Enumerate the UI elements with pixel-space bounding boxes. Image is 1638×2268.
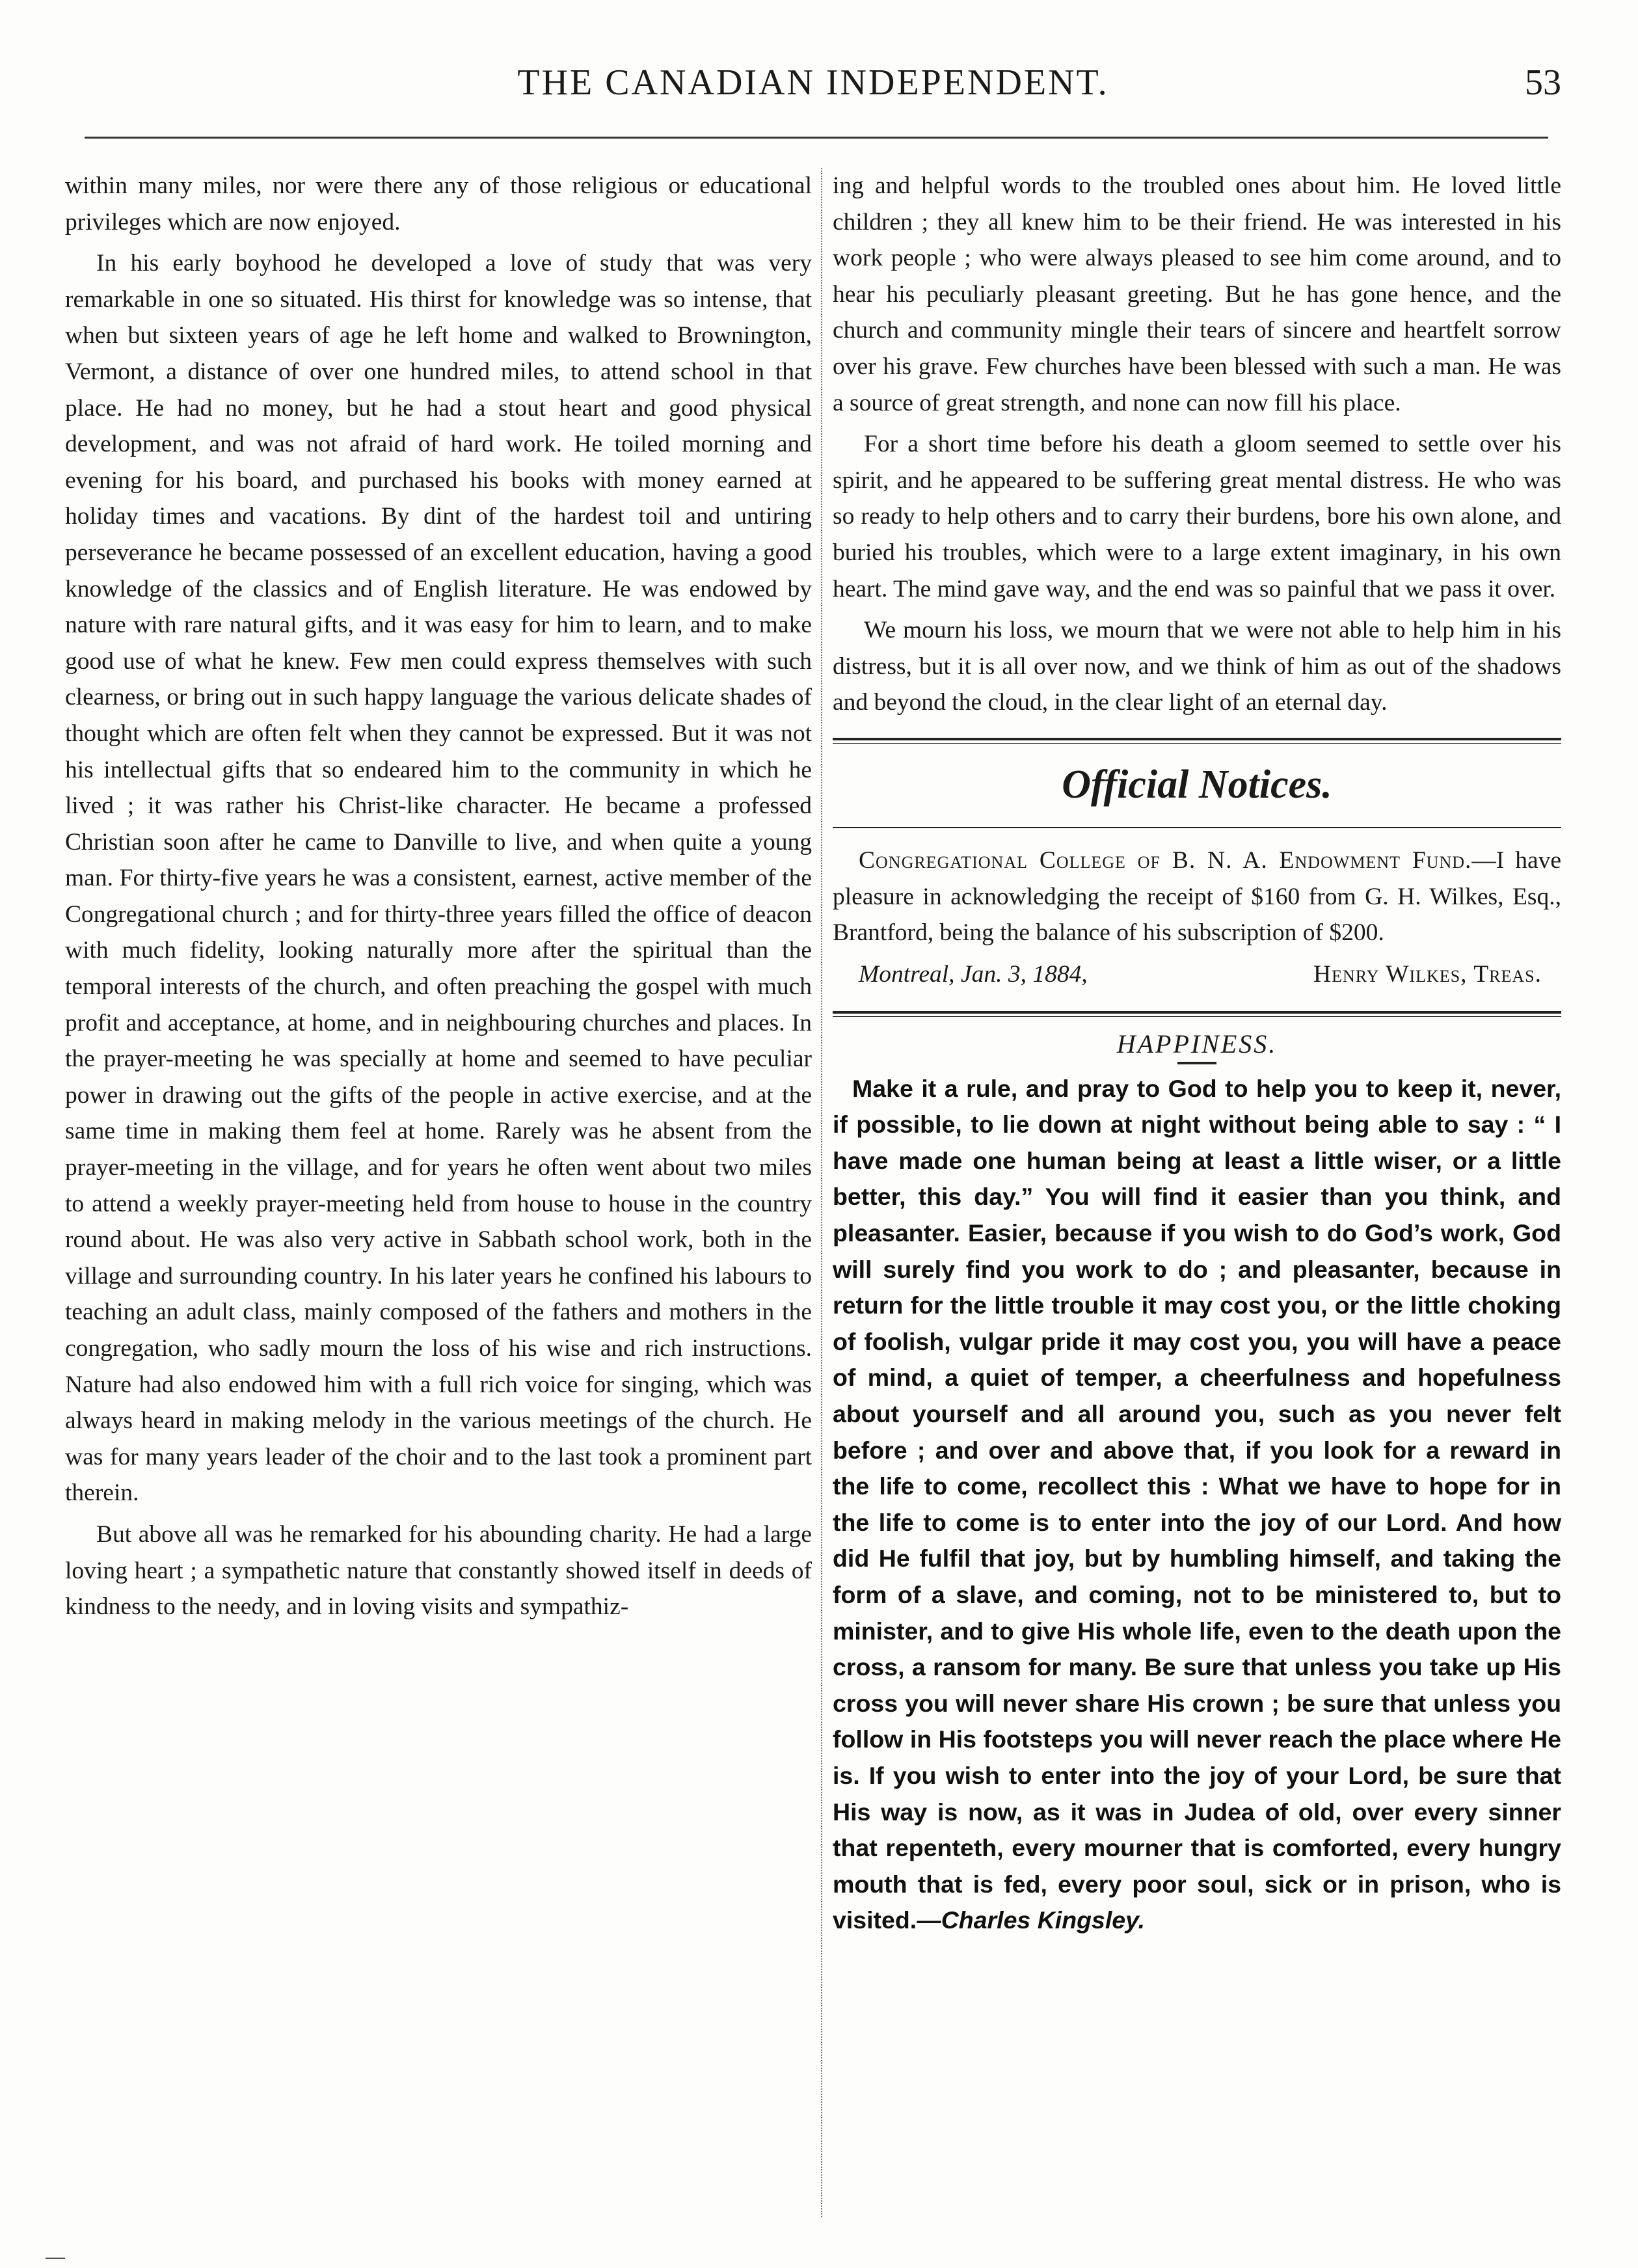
happiness-author: —Charles Kingsley. <box>917 1906 1146 1934</box>
title-ornament <box>1177 1062 1216 1064</box>
page-mark <box>46 2258 65 2259</box>
notice-body <box>833 843 1561 951</box>
paragraph: But above all was he remarked for his abounding charity. He had a large loving heart ; a sympathetic nature that constantly showed itself in deeds of kindness to the needy, and in loving visits and sympathiz- <box>65 1520 812 1621</box>
paragraph: For a short time before his death a gloom seemed to settle over his spirit, and he appeared to be suffering great mental distress. He who was so ready to help others and to carry their burdens, bore his own alone, and buried his troubles, which were to a large extent imaginary, in his own heart. The mind gave way, and the end was so painful that we pass it over. <box>833 431 1561 602</box>
paragraph: within many miles, nor were there any of those religious or educational privileges which are now enjoyed. <box>65 172 812 236</box>
paragraph: ing and helpful words to the troubled ones about him. He loved little children ; they all knew him to be their friend. He was interested in his work people ; who were always pleased to see him come around, and to hear his peculiarly pleasant greeting. But he has gone hence, and the church and community mingle their tears of sincere and heartfelt sorrow over his grave. Few churches have been blessed with such a man. He was a source of great strength, and none can now fill his place. <box>833 172 1561 416</box>
happiness-text: Make it a rule, and pray to God to help you to keep it, never, if possible, to lie down at night without being able to say : “ I have made one human being at least a little wiser, or a little better, this day.” You will find it easier than you think, and pleasanter. Easier, because if you wish to do God’s work, God will surely find you work to do ; and pleasanter, because in return for the little trouble it may cost you, or the little choking of foolish, vulgar pride it may cost you, you will have a peace of mind, a quiet of temper, a cheerfulness and hopefulness about yourself and all around you, such as you never felt before ; and over and above that, if you look for a reward in the life to come, recollect this : What we have to hope for in the life to come is to enter into the joy of our Lord. And how did He fulfil that joy, but by humbling himself, and taking the form of a slave, and coming, not to be ministered to, but to minister, and to give His whole life, even to the death upon the cross, a ransom for many. Be sure that unless you take up His cross you will never share His crown ; be sure that unless you follow in His footsteps you will never reach the place where He is. If you wish to enter into the joy of your Lord, be sure that His way is now, as it was in Judea of old, over every sinner that repenteth, every mourner that is comforted, every hungry mouth that is fed, every poor soul, sick or in prison, who is visited. <box>833 1074 1561 1934</box>
happiness-body <box>833 1071 1561 1939</box>
notice-text: —I have pleasure in acknowledging the receipt of $160 from G. H. Wilkes, Esq., Brantford, being the balance of his subscription of $200. <box>833 846 1561 947</box>
journal-title: THE CANADIAN INDEPENDENT. <box>517 62 1109 103</box>
section-rule <box>833 827 1561 828</box>
header-rule <box>85 137 1548 139</box>
official-notices-title: Official Notices. <box>1062 762 1332 807</box>
notice-heading: Congregational College of B. N. A. Endowment Fund. <box>859 846 1472 874</box>
section-rule <box>833 738 1561 744</box>
happiness-title: HAPPINESS. <box>1116 1029 1278 1059</box>
column-divider <box>821 168 822 2217</box>
left-column <box>65 168 812 2217</box>
notice-place-date: Montreal, Jan. 3, 1884, <box>859 960 1088 988</box>
paragraph: We mourn his loss, we mourn that we were not able to help him in his distress, but it is all over now, and we think of him as out of the shadows and beyond the cloud, in the clear light of an eternal day. <box>833 617 1561 716</box>
running-header <box>65 62 1561 107</box>
paragraph: In his early boyhood he developed a love of study that was very remarkable in one so situated. His thirst for knowledge was so intense, that when but sixteen years of age he left home and walked to Brownington, Vermont, a distance of over one hundred miles, to attend school in that place. He had no money, but he had a stout heart and good physical development, and was not afraid of hard work. He toiled morning and evening for his board, and purchased his books with money earned at holiday times and vacations. By dint of the hardest toil and untiring perseverance he became possessed of an excellent education, having a good knowledge of the classics and of English literature. He was endowed by nature with rare natural gifts, and it was easy for him to learn, and to make good use of what he knew. Few men could express themselves with such clearness, or bring out in such happy language the various delicate shades of thought which are often felt when they cannot be expressed. But it was not his intellectual gifts that so endeared him to the community in which he lived ; it was rather his Christ-like character. He became a professed Christian soon after he came to Danville to live, and when quite a young man. For thirty-five years he was a consistent, earnest, active member of the Congregational church ; and for thirty-three years filled the office of deacon with much fidelity, looking naturally more after the spiritual than the temporal interests of the church, and often preaching the gospel with much profit and acceptance, at home, and in neighbouring churches and places. In the prayer-meeting he was specially at home and seemed to have peculiar power in drawing out the gifts of the people in active exercise, and at the same time in making them feel at home. Rarely was he absent from the prayer-meeting in the village, and for years he often went about two miles to attend a weekly prayer-meeting held from house to house in the country round about. He was also very active in Sabbath school work, both in the village and surrounding country. In his later years he confined his labours to teaching an adult class, mainly composed of the fathers and mothers in the congregation, who sadly mourn the loss of his wise and rich instructions. Nature had also endowed him with a full rich voice for singing, which was always heard in making melody in the various meetings of the church. He was for many years leader of the choir and to the last took a prominent part therein. <box>65 250 812 1507</box>
notice-signature: Henry Wilkes, Treas. <box>1313 960 1542 988</box>
section-rule <box>833 1011 1561 1017</box>
right-column <box>833 168 1561 2217</box>
page-number: 53 <box>1525 62 1561 103</box>
notice-signoff <box>833 955 1561 994</box>
